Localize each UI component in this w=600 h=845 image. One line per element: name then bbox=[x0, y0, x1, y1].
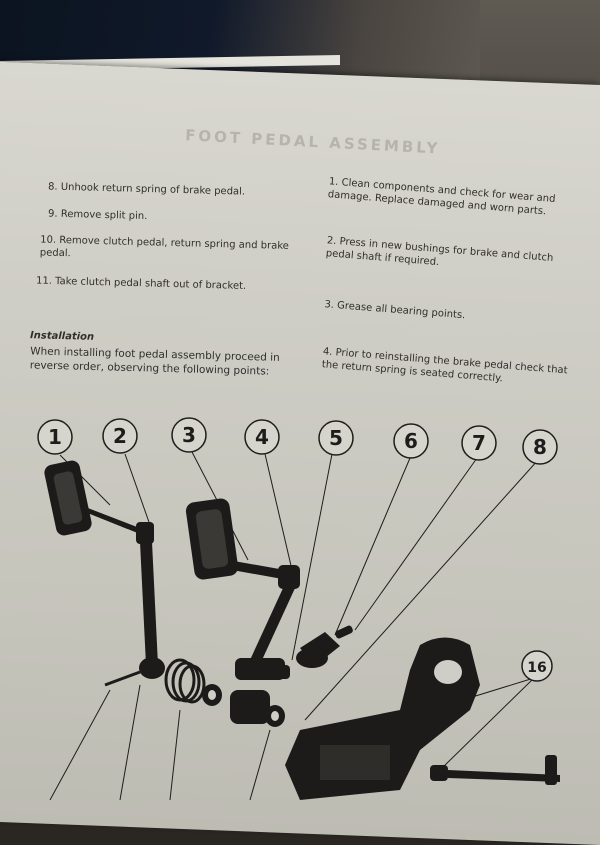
callout-4 bbox=[245, 420, 279, 454]
page-heading: FOOT PEDAL ASSEMBLY bbox=[184, 126, 441, 158]
clutch-pedal bbox=[43, 459, 165, 685]
removal-step-9: 9. Remove split pin. bbox=[47, 208, 148, 223]
return-spring bbox=[166, 660, 204, 702]
removal-step-8: 8. Unhook return spring of brake pedal. bbox=[47, 181, 246, 198]
callout-6 bbox=[394, 424, 428, 458]
install-point-3: 3. Grease all bearing points. bbox=[323, 299, 466, 322]
callout-16 bbox=[522, 651, 552, 681]
pedal-shaft bbox=[296, 625, 354, 668]
svg-text:1: 1 bbox=[48, 425, 62, 449]
svg-text:6: 6 bbox=[404, 429, 418, 453]
svg-text:5: 5 bbox=[329, 426, 343, 450]
installation-title: Installation bbox=[29, 330, 95, 343]
callout-7 bbox=[462, 426, 496, 460]
removal-step-10: 10. Remove clutch pedal, return spring and brake pedal. bbox=[39, 234, 290, 260]
svg-text:3: 3 bbox=[182, 423, 196, 447]
callout-5 bbox=[319, 421, 353, 455]
install-point-2: 2. Press in new bushings for brake and clutch pedal shaft if required. bbox=[325, 235, 554, 269]
svg-text:16: 16 bbox=[527, 660, 547, 676]
install-point-1: 1. Clean components and check for wear and damage. Replace damaged and worn parts. bbox=[327, 176, 556, 218]
svg-text:7: 7 bbox=[472, 431, 486, 455]
callout-1 bbox=[38, 420, 72, 454]
svg-text:4: 4 bbox=[255, 425, 269, 449]
callout-8 bbox=[523, 430, 557, 464]
install-point-4: 4. Prior to reinstalling the brake pedal check that the return spring is seated correctly. bbox=[321, 346, 568, 385]
installation-text: When installing foot pedal assembly proceed in reverse order, observing the following points: bbox=[29, 345, 280, 378]
callout-3 bbox=[172, 418, 206, 452]
svg-text:2: 2 bbox=[113, 424, 127, 448]
callout-2 bbox=[103, 419, 137, 453]
removal-step-11: 11. Take clutch pedal shaft out of bracket. bbox=[35, 275, 247, 292]
exploded-view-diagram bbox=[0, 410, 600, 800]
svg-text:8: 8 bbox=[533, 435, 547, 459]
